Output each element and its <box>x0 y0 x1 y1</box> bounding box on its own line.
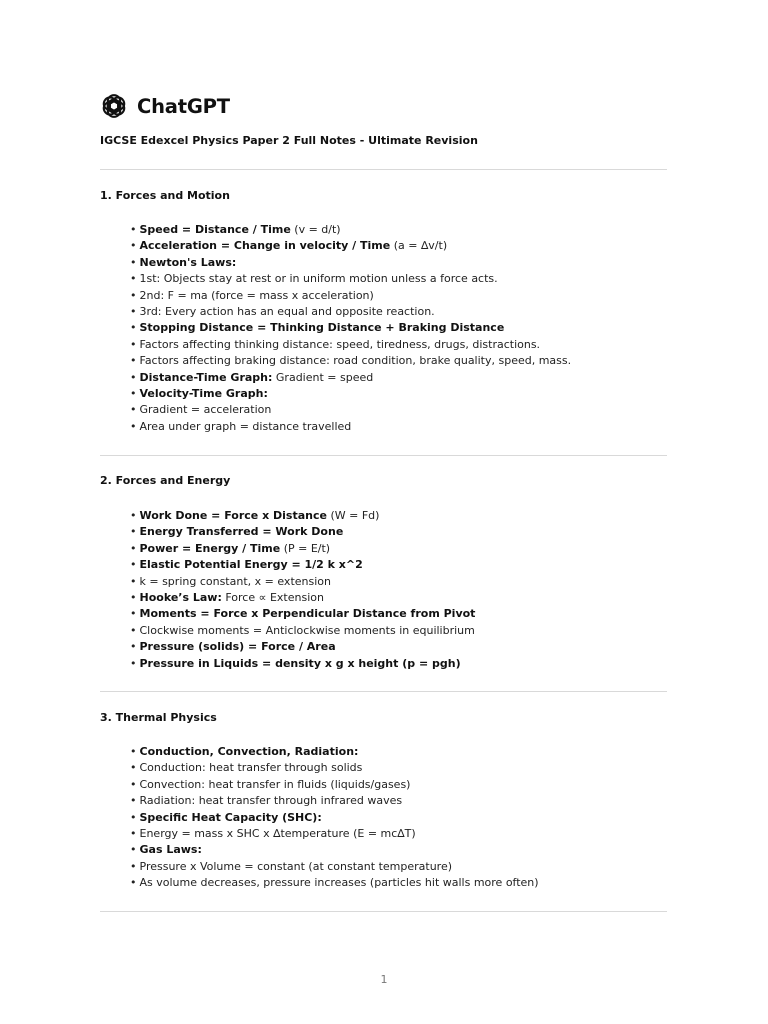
bullet-glyph: • <box>130 761 137 775</box>
bullet-item <box>130 222 571 238</box>
bullet-item <box>130 337 571 353</box>
bullet-glyph: • <box>130 777 137 791</box>
bullet-glyph: • <box>130 623 137 637</box>
bullet-glyph: • <box>130 745 137 758</box>
bullet-text: Convection: heat transfer in fluids (liquids/gases) <box>139 777 411 791</box>
bullet-item <box>130 271 571 287</box>
bullet-glyph: • <box>130 255 137 269</box>
bullet-text: k = spring constant, x = extension <box>139 574 331 588</box>
bullet-glyph: • <box>130 843 137 857</box>
bullet-text: 3rd: Every action has an equal and opposite reaction. <box>139 305 435 319</box>
bullet-glyph: • <box>130 223 137 236</box>
bullet-item <box>130 793 539 809</box>
bullet-item <box>130 760 539 776</box>
bullet-bold-text: Distance-Time Graph: <box>139 370 273 384</box>
bullet-bold-text: Hooke’s Law: <box>139 591 222 605</box>
bullet-item <box>130 842 539 858</box>
bullet-glyph: • <box>130 591 137 605</box>
section-heading: 2. Forces and Energy <box>100 474 231 487</box>
bullet-glyph: • <box>130 640 137 654</box>
bullet-text: Gradient = speed <box>272 370 374 384</box>
bullet-item <box>130 402 571 418</box>
section-heading: 1. Forces and Motion <box>100 189 230 202</box>
bullet-bold-text: Moments = Force x Perpendicular Distance from Pivot <box>139 607 476 621</box>
section-heading: 3. Thermal Physics <box>100 711 217 724</box>
bullet-glyph: • <box>130 558 137 572</box>
bullet-text: Clockwise moments = Anticlockwise moments in equilibrium <box>139 623 475 637</box>
bullet-bold-text: Stopping Distance = Thinking Distance + Braking Distance <box>139 321 505 335</box>
bullet-bold-text: Speed = Distance / Time <box>139 223 291 236</box>
bullet-bold-text: Acceleration = Change in velocity / Time <box>139 239 391 253</box>
bullet-item <box>130 386 571 402</box>
document-title: IGCSE Edexcel Physics Paper 2 Full Notes - Ultimate Revision <box>100 134 478 147</box>
divider <box>100 911 667 912</box>
bullet-glyph: • <box>130 403 137 417</box>
bullet-item <box>130 606 475 622</box>
bullet-glyph: • <box>130 859 137 873</box>
openai-logo-icon <box>100 92 128 120</box>
bullet-item <box>130 255 571 271</box>
bullet-item <box>130 859 539 875</box>
bullet-glyph: • <box>130 607 137 621</box>
bullet-glyph: • <box>130 305 137 319</box>
bullet-item <box>130 238 571 254</box>
bullet-item <box>130 557 475 573</box>
bullet-text: Factors affecting thinking distance: speed, tiredness, drugs, distractions. <box>139 337 541 351</box>
bullet-item <box>130 304 571 320</box>
bullet-glyph: • <box>130 509 137 522</box>
bullet-glyph: • <box>130 370 137 384</box>
bullet-bold-text: Conduction, Convection, Radiation: <box>139 745 359 758</box>
bullet-item <box>130 288 571 304</box>
bullet-text: 2nd: F = ma (force = mass x acceleration) <box>139 288 374 302</box>
bullet-item <box>130 875 539 891</box>
bullet-item <box>130 320 571 336</box>
bullet-glyph: • <box>130 419 137 433</box>
divider <box>100 691 667 692</box>
bullet-text: 1st: Objects stay at rest or in uniform motion unless a force acts. <box>139 272 498 286</box>
bullet-list <box>130 744 539 892</box>
bullet-bold-text: Newton's Laws: <box>139 255 237 269</box>
bullet-glyph: • <box>130 288 137 302</box>
bullet-item <box>130 370 571 386</box>
bullet-item <box>130 574 475 590</box>
bullet-text: Force ∝ Extension <box>221 591 324 605</box>
bullet-item <box>130 639 475 655</box>
bullet-list <box>130 508 475 672</box>
bullet-item <box>130 810 539 826</box>
brand-header <box>100 92 230 120</box>
bullet-glyph: • <box>130 239 137 253</box>
bullet-text: (v = d/t) <box>290 223 341 236</box>
bullet-item <box>130 419 571 435</box>
bullet-bold-text: Pressure (solids) = Force / Area <box>139 640 336 654</box>
bullet-glyph: • <box>130 525 137 539</box>
brand-name: ChatGPT <box>137 94 230 118</box>
bullet-bold-text: Elastic Potential Energy = 1/2 k x^2 <box>139 558 363 572</box>
bullet-glyph: • <box>130 656 137 670</box>
page-number: 1 <box>380 973 388 986</box>
bullet-item <box>130 590 475 606</box>
bullet-text: Pressure x Volume = constant (at constant temperature) <box>139 859 453 873</box>
bullet-glyph: • <box>130 541 137 555</box>
bullet-item <box>130 777 539 793</box>
bullet-item <box>130 656 475 672</box>
bullet-glyph: • <box>130 810 137 824</box>
bullet-item <box>130 826 539 842</box>
bullet-text: (W = Fd) <box>326 509 380 522</box>
bullet-glyph: • <box>130 321 137 335</box>
bullet-glyph: • <box>130 574 137 588</box>
bullet-bold-text: Pressure in Liquids = density x g x height (p = pgh) <box>139 656 461 670</box>
bullet-bold-text: Velocity-Time Graph: <box>139 387 268 401</box>
bullet-item <box>130 744 539 760</box>
bullet-text: Radiation: heat transfer through infrared waves <box>139 794 403 808</box>
bullet-item <box>130 353 571 369</box>
bullet-glyph: • <box>130 354 137 368</box>
bullet-bold-text: Energy Transferred = Work Done <box>139 525 344 539</box>
bullet-bold-text: Gas Laws: <box>139 843 202 857</box>
bullet-glyph: • <box>130 827 137 841</box>
bullet-bold-text: Work Done = Force x Distance <box>139 509 327 522</box>
bullet-item <box>130 623 475 639</box>
bullet-text: Conduction: heat transfer through solids <box>139 761 363 775</box>
bullet-bold-text: Specific Heat Capacity (SHC): <box>139 810 322 824</box>
bullet-item <box>130 508 475 524</box>
divider <box>100 455 667 456</box>
divider <box>100 169 667 170</box>
bullet-glyph: • <box>130 337 137 351</box>
bullet-text: Area under graph = distance travelled <box>139 419 352 433</box>
bullet-glyph: • <box>130 794 137 808</box>
bullet-item <box>130 541 475 557</box>
bullet-text: Gradient = acceleration <box>139 403 272 417</box>
bullet-glyph: • <box>130 387 137 401</box>
bullet-list <box>130 222 571 435</box>
bullet-text: As volume decreases, pressure increases (particles hit walls more often) <box>139 876 539 890</box>
bullet-text: Energy = mass x SHC x ∆temperature (E = mc∆T) <box>139 827 416 841</box>
bullet-text: (P = E/t) <box>280 541 331 555</box>
bullet-glyph: • <box>130 876 137 890</box>
bullet-glyph: • <box>130 272 137 286</box>
bullet-item <box>130 524 475 540</box>
bullet-text: (a = ∆v/t) <box>390 239 448 253</box>
bullet-bold-text: Power = Energy / Time <box>139 541 281 555</box>
bullet-text: Factors affecting braking distance: road condition, brake quality, speed, mass. <box>139 354 572 368</box>
